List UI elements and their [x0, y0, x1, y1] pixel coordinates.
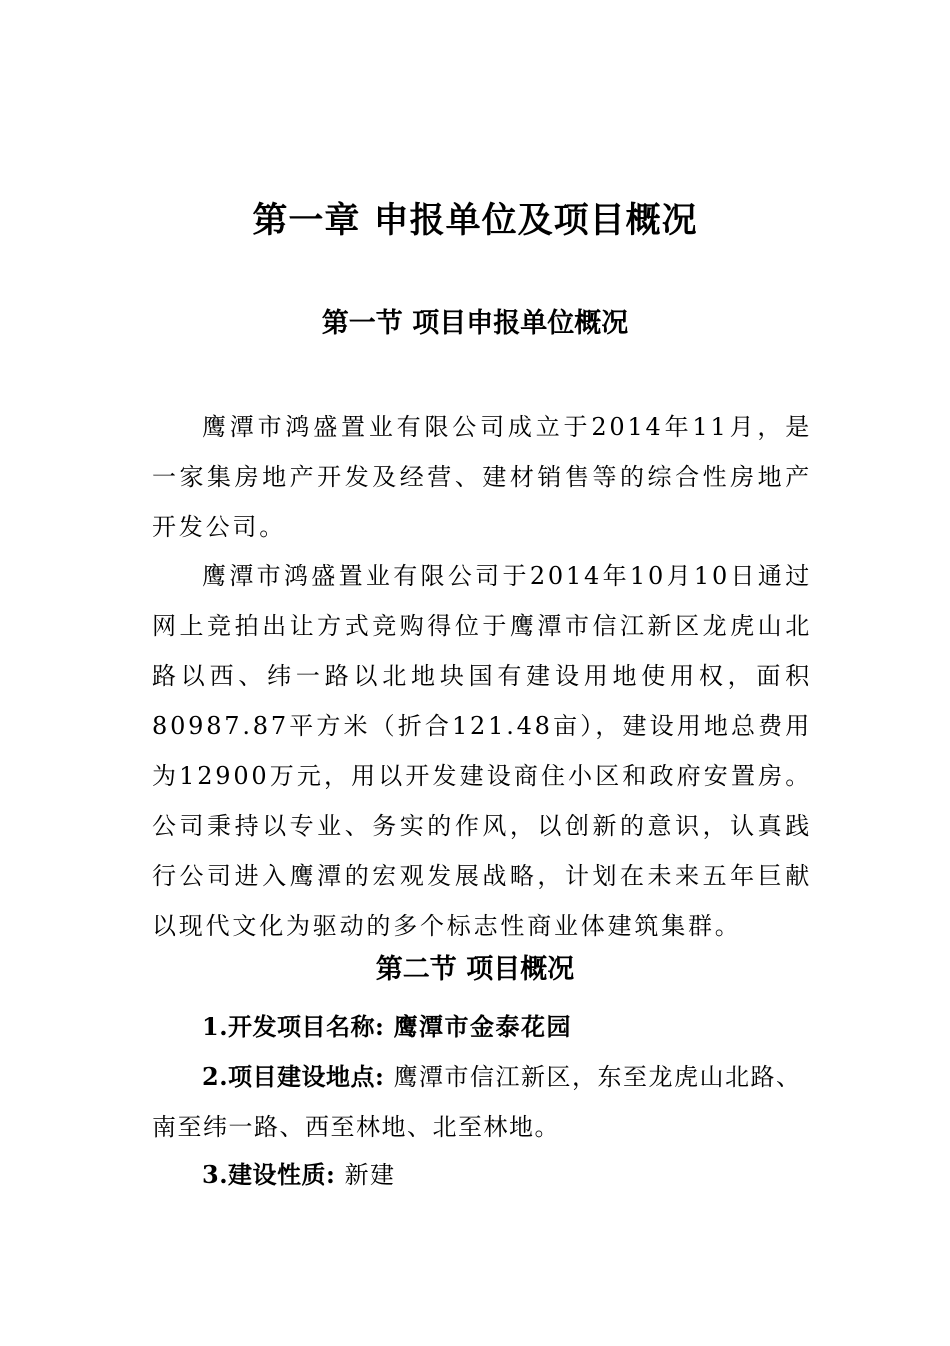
project-name-value: 鹰潭市金泰花园	[393, 1012, 573, 1041]
construction-nature-value: 新建	[344, 1161, 396, 1189]
project-location-label: 2.项目建设地点:	[202, 1062, 385, 1091]
project-location-item	[152, 1052, 820, 1152]
chapter-title: 第一章 申报单位及项目概况	[252, 200, 698, 241]
paragraph-land-acquisition: 鹰潭市鸿盛置业有限公司于2014年10月10日通过网上竞拍出让方式竞购得位于鹰潭市信江新区龙虎山北路以西、纬一路以北地块国有建设用地使用权，面积80987.87平方米（折合121.48亩），建设用地总费用为12900万元，用以开发建设商住小区和政府安置房。公司秉持以专业、务实的作风，以创新的意识，认真践行公司进入鹰潭的宏观发展战略，计划在未来五年巨献以现代文化为驱动的多个标志性商业体建筑集群。	[152, 562, 812, 940]
project-name-item	[152, 1002, 820, 1052]
section-title-applicant-overview: 第一节 项目申报单位概况	[321, 308, 629, 339]
section-title-project-overview: 第二节 项目概况	[375, 954, 575, 985]
construction-nature-item	[152, 1150, 820, 1200]
construction-nature-label: 3.建设性质:	[202, 1160, 336, 1189]
project-name-label: 1.开发项目名称:	[202, 1012, 385, 1041]
project-location-value: 鹰潭市信江新区，东至龙虎山北路、南至纬一路、西至林地、北至林地。	[152, 1063, 802, 1141]
paragraph-company-founding: 鹰潭市鸿盛置业有限公司成立于2014年11月，是一家集房地产开发及经营、建材销售等的综合性房地产开发公司。	[152, 413, 812, 541]
